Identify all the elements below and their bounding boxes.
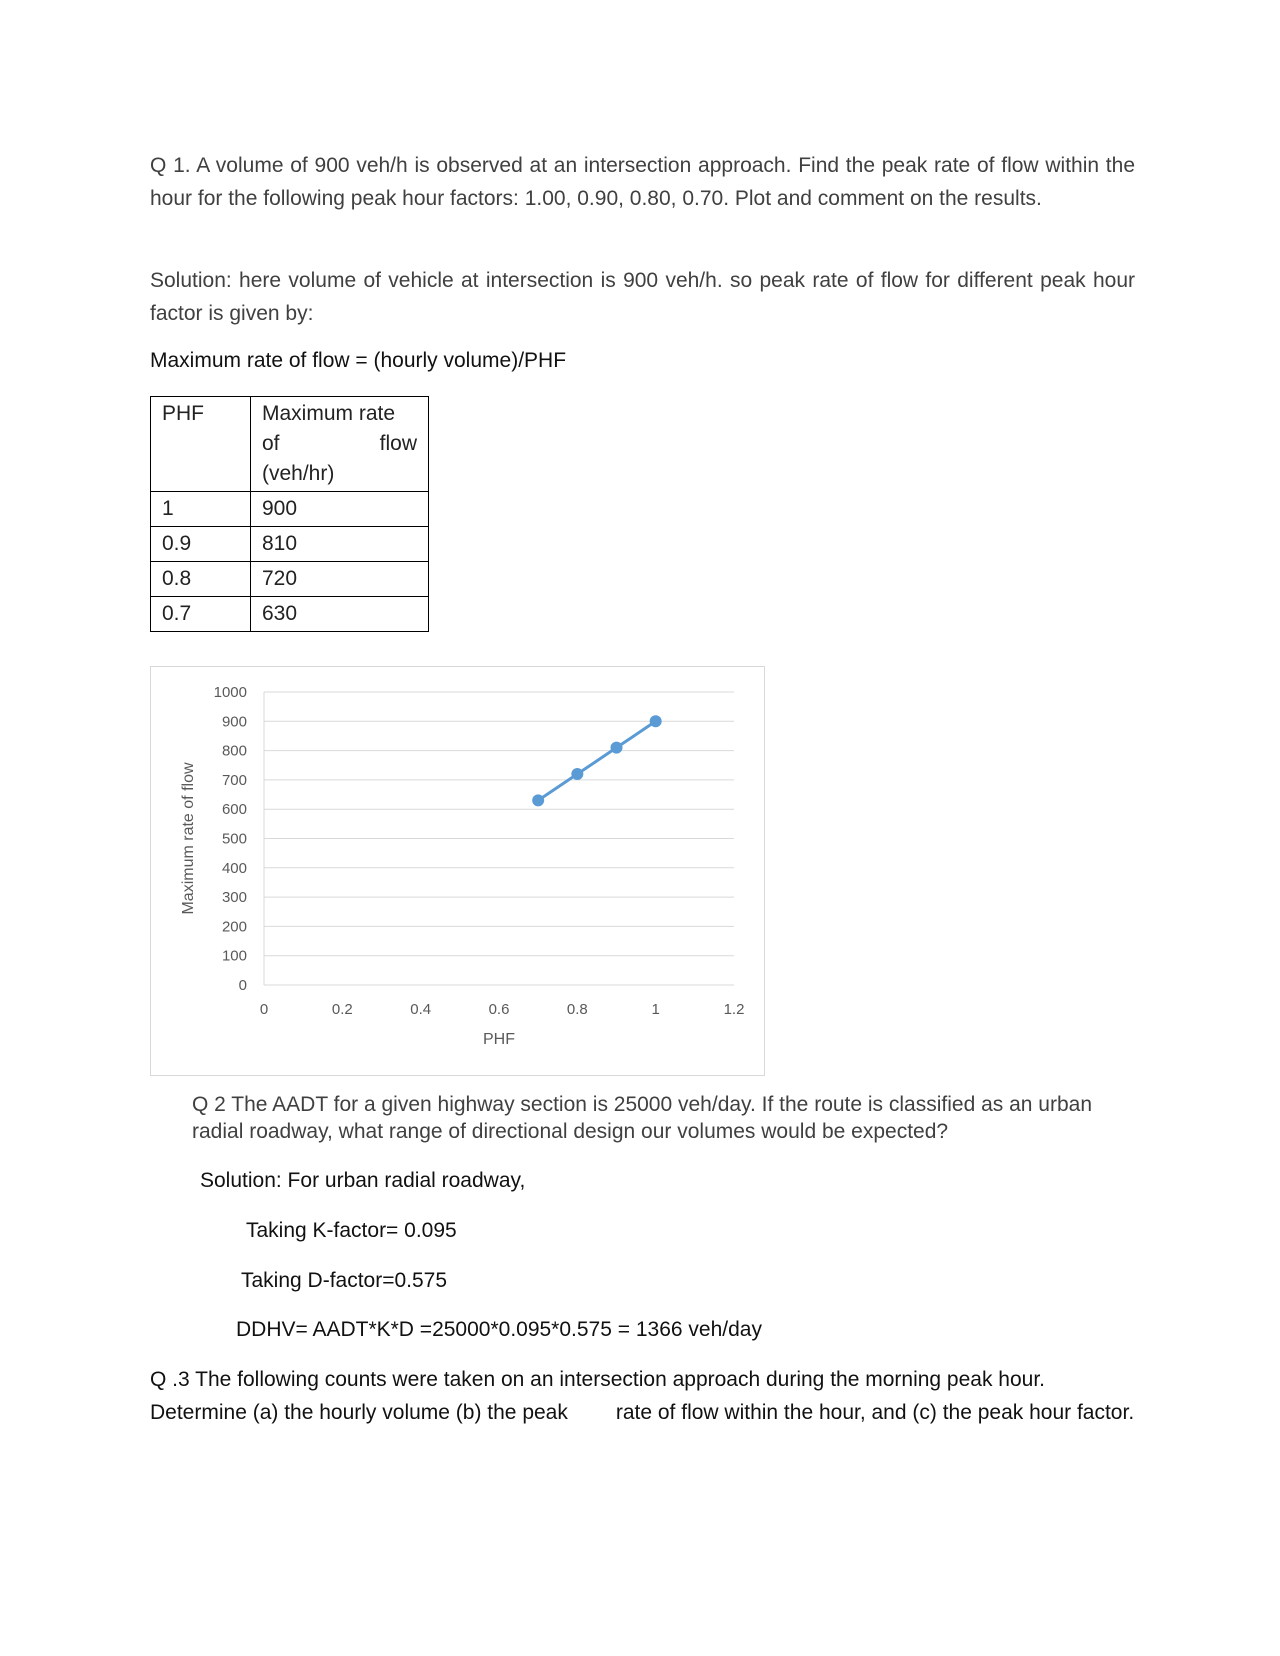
table-row xyxy=(151,492,429,527)
x-tick-label: 0.6 xyxy=(488,1001,510,1018)
y-tick-label: 700 xyxy=(221,771,247,789)
x-axis-title: PHF xyxy=(483,1031,515,1048)
data-point xyxy=(650,715,662,727)
header-max-rate-line1: Maximum rate xyxy=(262,402,396,425)
header-phf: PHF xyxy=(151,397,251,492)
x-tick-label: 1.2 xyxy=(723,1001,745,1018)
phf-rate-chart xyxy=(151,667,766,1077)
header-max-rate-unit: (veh/hr) xyxy=(262,462,335,485)
y-tick-label: 100 xyxy=(221,947,247,965)
cell-rate: 810 xyxy=(251,527,429,562)
x-tick-label: 1 xyxy=(651,1001,660,1018)
x-tick-label: 0.8 xyxy=(566,1001,588,1018)
solution-1: Solution: here volume of vehicle at intersection is 900 veh/h. so peak rate of flow for different peak hour factor is given by: xyxy=(150,269,1135,325)
question-3-part1: Q .3 The following counts were taken on an intersection approach during the morning peak hour. Determine (a) the hourly volume (b) the peak xyxy=(150,1368,1046,1424)
question-3-part2: rate of flow within the hour, and (c) the peak hour factor. xyxy=(615,1400,1135,1424)
question-2: Q 2 The AADT for a given highway section is 25000 veh/day. If the route is classified as an urban radial roadway, what range of directional design our volumes would be expected? xyxy=(192,1093,1093,1143)
question-1: Q 1. A volume of 900 veh/h is observed at an intersection approach. Find the peak rate of flow within the hour for the following peak hour factors: 1.00, 0.90, 0.80, 0.70. Plot and comment on the results. xyxy=(150,154,1135,210)
y-tick-label: 500 xyxy=(221,830,247,848)
cell-rate: 900 xyxy=(251,492,429,527)
x-tick-label: 0.2 xyxy=(331,1001,353,1018)
y-tick-label: 600 xyxy=(221,801,247,819)
rate-table xyxy=(150,396,429,632)
table-row xyxy=(151,562,429,597)
data-point xyxy=(611,742,623,754)
table-row xyxy=(151,527,429,562)
chart-container xyxy=(150,666,765,1076)
y-tick-label: 300 xyxy=(221,889,247,907)
cell-phf: 0.9 xyxy=(151,527,251,562)
table-row xyxy=(151,597,429,632)
cell-phf: 0.8 xyxy=(151,562,251,597)
x-tick-label: 0 xyxy=(259,1001,269,1018)
header-max-rate xyxy=(251,397,429,492)
y-tick-label: 900 xyxy=(221,713,247,731)
cell-rate: 630 xyxy=(251,597,429,632)
data-point xyxy=(571,768,583,780)
table-header-row xyxy=(151,397,429,492)
header-max-rate-flow: flow xyxy=(379,432,417,455)
y-tick-label: 800 xyxy=(221,742,247,760)
solution-2: Solution: For urban radial roadway, xyxy=(200,1169,526,1192)
y-tick-label: 0 xyxy=(238,977,247,994)
formula: Maximum rate of flow = (hourly volume)/PHF xyxy=(150,349,567,372)
cell-phf: 0.7 xyxy=(151,597,251,632)
data-point xyxy=(532,794,544,806)
y-tick-label: 1000 xyxy=(213,684,247,701)
x-tick-label: 0.4 xyxy=(410,1001,432,1018)
y-tick-label: 400 xyxy=(221,859,247,877)
cell-phf: 1 xyxy=(151,492,251,527)
cell-rate: 720 xyxy=(251,562,429,597)
series-line xyxy=(538,721,656,800)
y-axis-title: Maximum rate of flow xyxy=(180,762,197,915)
d-factor: Taking D-factor=0.575 xyxy=(241,1269,448,1292)
header-max-rate-of: of xyxy=(262,432,280,455)
question-3 xyxy=(150,1364,1135,1429)
k-factor: Taking K-factor= 0.095 xyxy=(246,1219,457,1242)
ddhv-result: DDHV= AADT*K*D =25000*0.095*0.575 = 1366 veh/day xyxy=(236,1318,762,1341)
y-tick-label: 200 xyxy=(221,918,247,936)
